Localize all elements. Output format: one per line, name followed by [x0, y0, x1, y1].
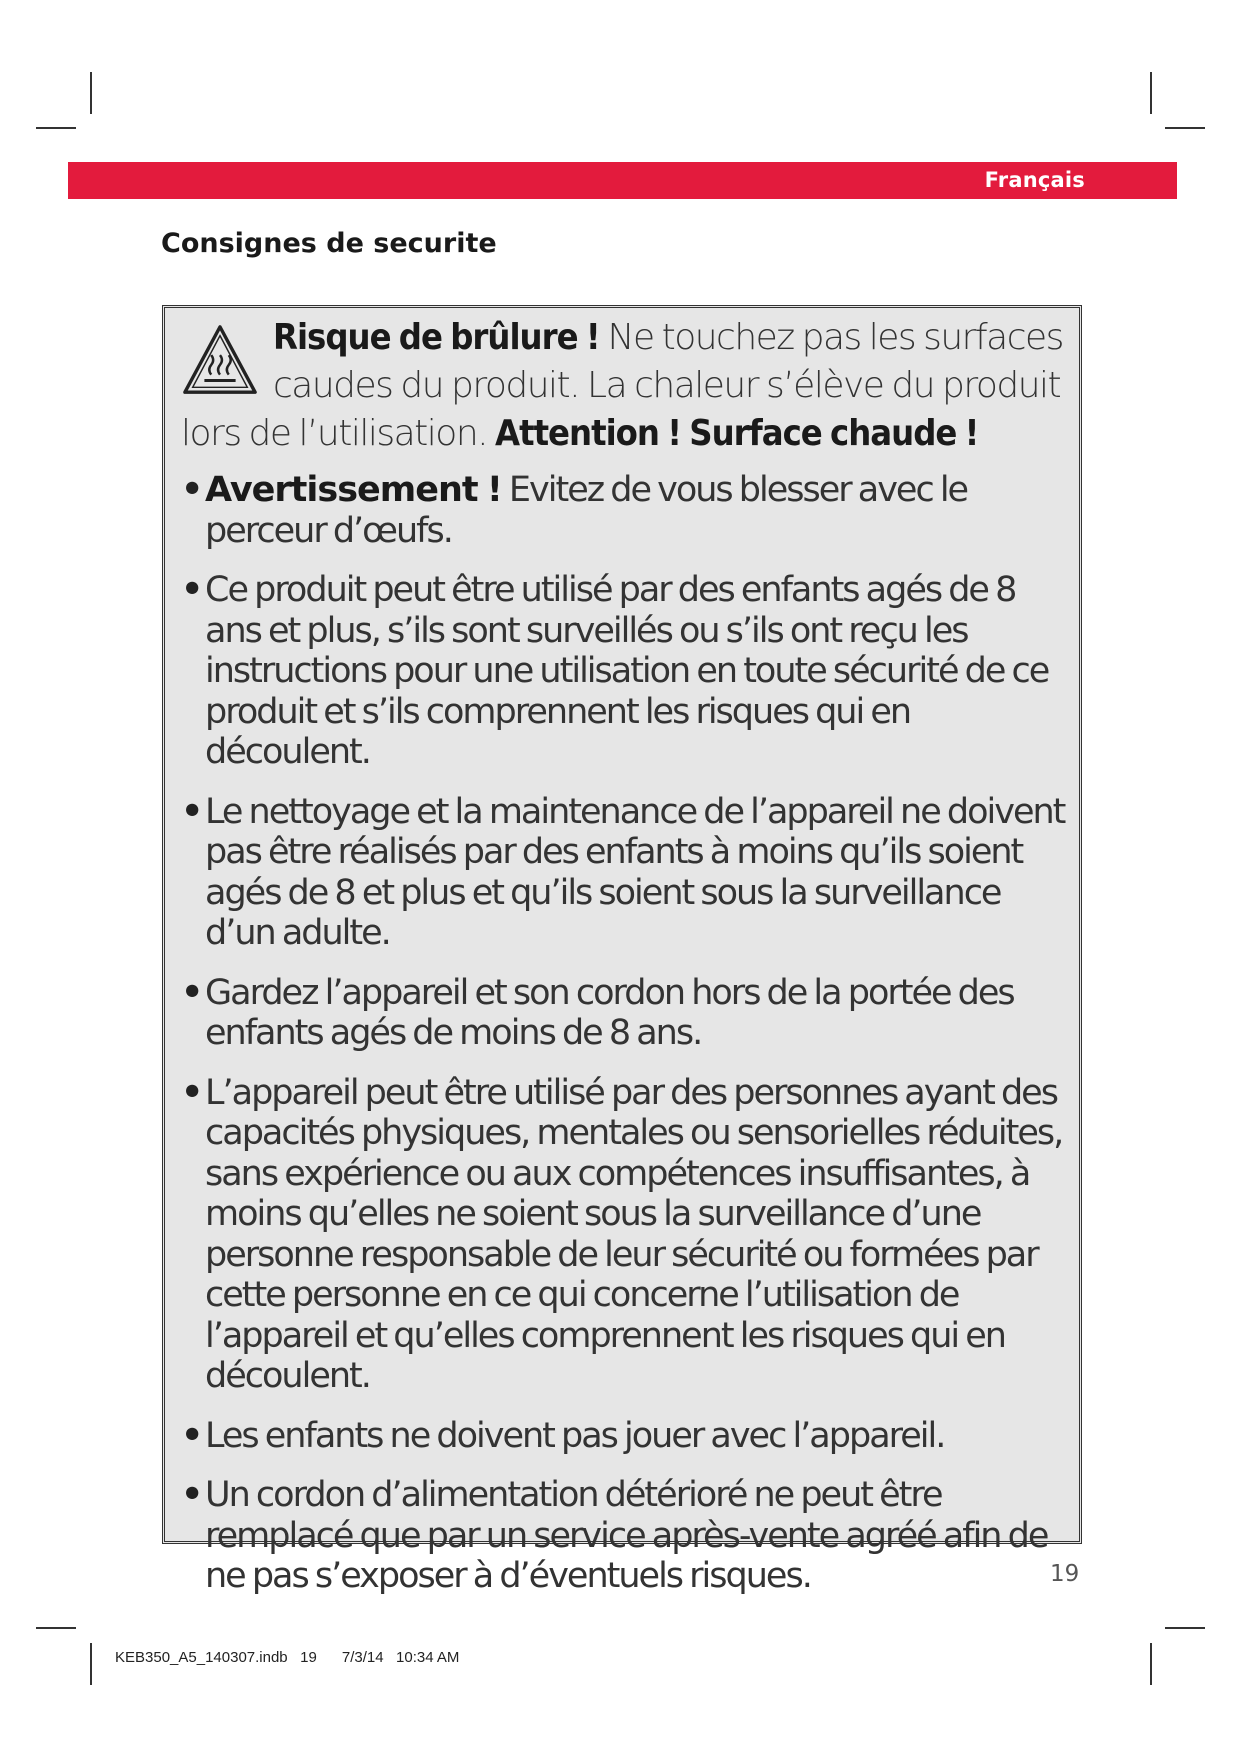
list-item: • Un cordon d’alimentation détérioré ne peut être remplacé que par un service après-vente agréé afin de ne pas s’exposer à d’éventuels risques.: [181, 1475, 1048, 1596]
burn-risk-text: Ne touchez pas les surfaces caudes du produit. La chaleur s’élève du produit lors de l’utilisation.: [181, 317, 1063, 454]
crop-mark: [36, 127, 76, 129]
crop-mark: [1165, 127, 1205, 129]
list-item: • Les enfants ne doivent pas jouer avec l’appareil.: [181, 1415, 945, 1456]
crop-mark: [1150, 72, 1152, 114]
print-slug-footer: KEB350_A5_140307.indb 19 7/3/14 10:34 AM: [115, 1649, 460, 1666]
crop-mark: [1165, 1627, 1205, 1629]
crop-mark: [1150, 1643, 1152, 1685]
burn-risk-heading: Risque de brûlure !: [273, 317, 600, 358]
crop-mark: [90, 1643, 92, 1685]
list-item: • Ce produit peut être utilisé par des enfants agés de 8 ans et plus, s’ils sont surveillés ou s’ils ont reçu les instructions pour une utilisation en toute sécurité de ce produit et s’ils comprennent les risques qui en découlent.: [181, 570, 1049, 772]
hot-surface-heading: Attention ! Surface chaude !: [495, 413, 979, 454]
page-number: 19: [1050, 1561, 1080, 1587]
safety-instructions-list: [181, 470, 1073, 1597]
section-title: Consignes de securite: [161, 228, 497, 259]
list-item: • Avertissement ! Evitez de vous blesser avec le perceur d’œufs.: [181, 470, 968, 551]
list-item: • Le nettoyage et la maintenance de l’appareil ne doivent pas être réalisés par des enfants à moins qu’ils soient agés de 8 et plus et qu’ils soient sous la surveillance d’un adulte.: [181, 791, 1065, 953]
hot-surface-warning-icon: [181, 322, 259, 400]
language-label: Français: [984, 168, 1085, 192]
list-item: • L’appareil peut être utilisé par des personnes ayant des capacités physiques, mentales ou sensorielles réduites, sans expérience ou aux compétences insuffisantes, à moins qu’elles ne soient sous la surveillance d’une personne responsable de leur sécurité ou formées par cette personne en ce qui concerne l’utilisation de l’appareil et qu’elles comprennent les risques qui en découlent.: [181, 1072, 1063, 1396]
list-item: • Gardez l’appareil et son cordon hors de la portée des enfants agés de moins de 8 ans.: [181, 972, 1014, 1053]
crop-mark: [36, 1627, 76, 1629]
language-header-bar: [68, 162, 1177, 199]
crop-mark: [90, 72, 92, 114]
burn-risk-intro: [181, 314, 1073, 458]
